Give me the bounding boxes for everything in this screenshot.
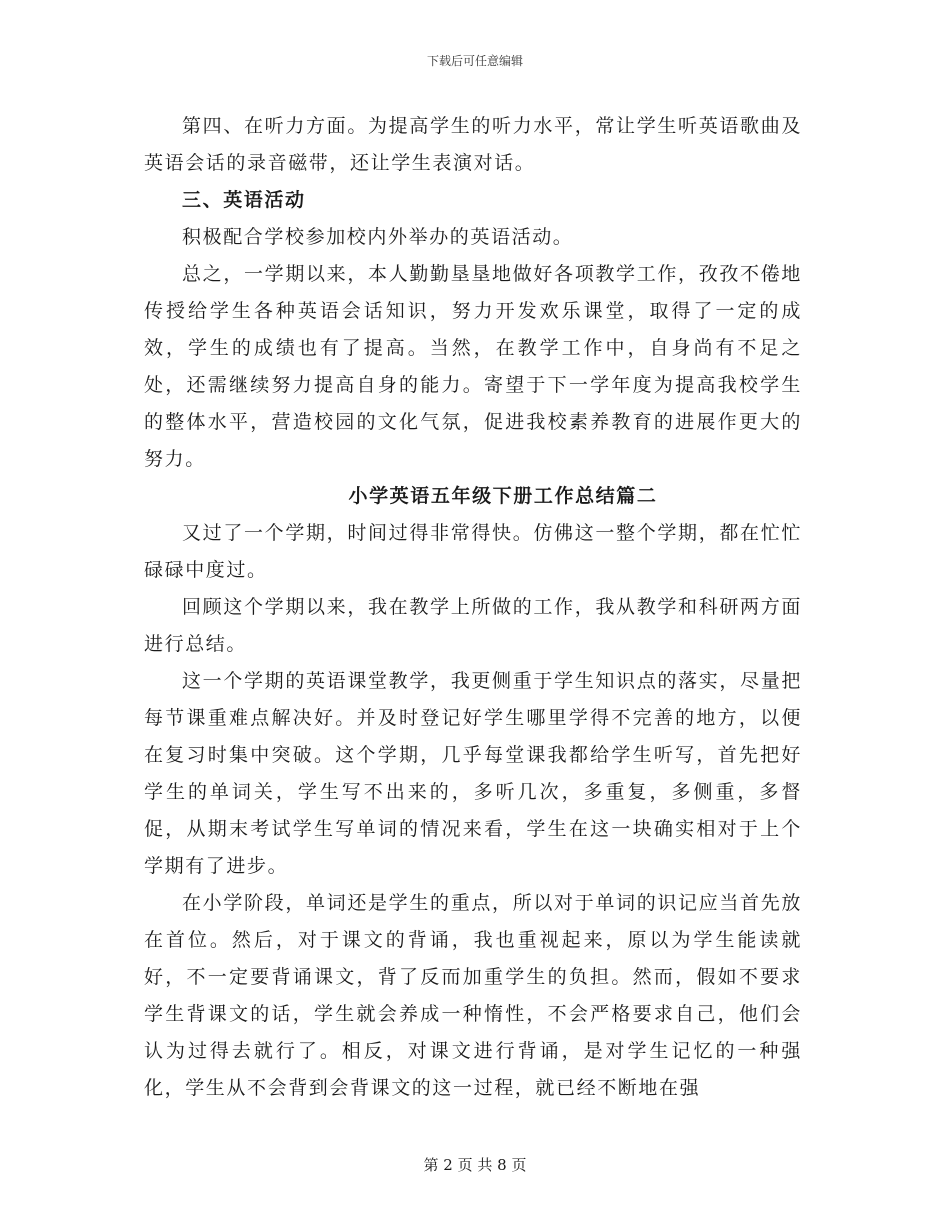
paragraph-summary: 总之，一学期以来，本人勤勤垦垦地做好各项教学工作，孜孜不倦地传授给学生各种英语会话知识，努力开发欢乐课堂，取得了一定的成效，学生的成绩也有了提高。当然，在教学工作中，自身尚有不足之处，还需继续努力提高自身的能力。寄望于下一学年度为提高我校学生的整体水平，营造校园的文化气氛，促进我校素养教育的进展作更大的努力。: [144, 263, 802, 470]
paragraph-semester-passed: 又过了一个学期，时间过得非常得快。仿佛这一整个学期，都在忙忙碌碌中度过。: [144, 522, 802, 581]
section-heading-english-activities: 三、英语活动: [182, 189, 306, 211]
paragraph-listening: 第四、在听力方面。为提高学生的听力水平，常让学生听英语歌曲及英语会话的录音磁带，还让学生表演对话。: [144, 115, 802, 174]
paragraph-activities: 积极配合学校参加校内外举办的英语活动。: [182, 226, 574, 248]
paragraph-vocabulary-recitation: 在小学阶段，单词还是学生的重点，所以对于单词的识记应当首先放在首位。然后，对于课文的背诵，我也重视起来，原以为学生能读就好，不一定要背诵课文，背了反而加重学生的负担。然而，假如不要求学生背课文的话，学生就会养成一种惰性，不会严格要求自己，他们会认为过得去就行了。相反，对课文进行背诵，是对学生记忆的一种强化，学生从不会背到会背课文的这一过程，就已经不断地在强: [144, 892, 802, 1099]
paragraph-classroom-teaching: 这一个学期的英语课堂教学，我更侧重于学生知识点的落实，尽量把每节课重难点解决好。并及时登记好学生哪里学得不完善的地方，以便在复习时集中突破。这个学期，几乎每堂课我都给学生听写，首先把好学生的单词关，学生写不出来的，多听几次，多重复，多侧重，多督促，从期末考试学生写单词的情况来看，学生在这一块确实相对于上个学期有了进步。: [144, 670, 802, 877]
document-body: [144, 108, 802, 1107]
paragraph-review: 回顾这个学期以来，我在教学上所做的工作，我从教学和科研两方面进行总结。: [144, 596, 802, 655]
page-number-footer: 第 2 页 共 8 页: [423, 1156, 527, 1174]
page-header: 下载后可任意编辑: [426, 54, 523, 68]
article-title-part-two: 小学英语五年级下册工作总结篇二: [348, 485, 658, 507]
